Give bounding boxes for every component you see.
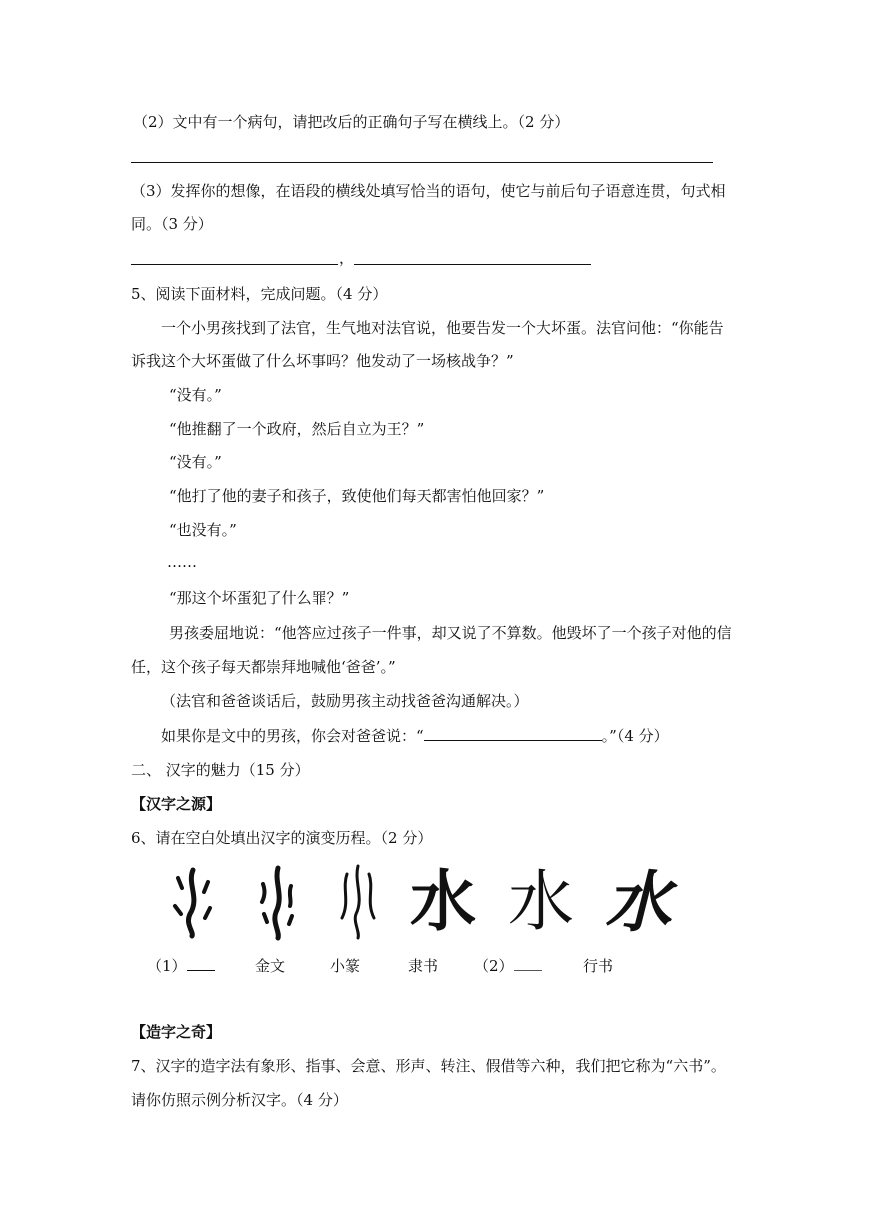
answer-line-item3-a[interactable] [131, 264, 338, 265]
q7-line2: 请你仿照示例分析汉字。（4 分） [131, 1091, 348, 1109]
clerical-shui-glyph: 水 [410, 863, 476, 940]
q6-prompt: 6、请在空白处填出汉字的演变历程。（2 分） [131, 829, 433, 847]
dialogue-1: “没有。” [169, 386, 222, 404]
q5-answer-blank[interactable] [424, 726, 602, 741]
comma-separator: ， [339, 249, 355, 267]
dialogue-2: “他推翻了一个政府，然后自立为王？” [169, 420, 425, 438]
caption-1 [147, 956, 215, 976]
section2-sub-creation: 【造字之奇】 [131, 1023, 222, 1041]
q7-line1: 7、汉字的造字法有象形、指事、会意、形声、转注、假借等六种，我们把它称为“六书”。 [131, 1057, 726, 1075]
q5-note: （法官和爸爸谈话后，鼓励男孩主动找爸爸沟通解决。） [161, 692, 529, 710]
section2-title: 二、 汉字的魅力（15 分） [131, 761, 310, 779]
q4-item3-line1: （3）发挥你的想像，在语段的横线处填写恰当的语句，使它与前后句子语意连贯，句式相 [131, 182, 726, 200]
caption-xingshu: 行书 [583, 957, 614, 975]
caption-1-blank[interactable] [187, 956, 215, 971]
q5-ask [161, 726, 669, 746]
dialogue-3: “没有。” [169, 453, 222, 471]
caption-2-blank[interactable] [514, 956, 542, 971]
answer-line-item2[interactable] [131, 162, 713, 163]
q5-para2-line2: 任，这个孩子每天都崇拜地喊他‘爸爸’。” [131, 658, 396, 676]
q5-title: 5、阅读下面材料，完成问题。（4 分） [131, 285, 388, 303]
caption-2-label: （2） [474, 957, 514, 975]
q5-ask-after: 。”（4 分） [601, 727, 669, 745]
section2-sub-source: 【汉字之源】 [131, 795, 222, 813]
oracle-bone-shui-glyph [168, 862, 218, 942]
dialogue-4: “他打了他的妻子和孩子，致使他们每天都害怕他回家？” [169, 487, 545, 505]
q5-ask-before: 如果你是文中的男孩，你会对爸爸说：“ [161, 727, 424, 745]
caption-1-label: （1） [147, 957, 187, 975]
bronze-script-shui-glyph [254, 862, 300, 942]
caption-jinwen: 金文 [255, 957, 286, 975]
dialogue-5: “也没有。” [169, 521, 237, 539]
q5-para1-line2: 诉我这个大坏蛋做了什么坏事吗？他发动了一场核战争？” [131, 352, 514, 370]
answer-line-item3-b[interactable] [354, 264, 591, 265]
q4-item2: （2）文中有一个病句，请把改后的正确句子写在横线上。（2 分） [133, 113, 570, 131]
small-seal-shui-glyph [336, 862, 380, 942]
running-shui-glyph: 水 [605, 863, 671, 941]
q5-para2-line1: 男孩委屈地说：“他答应过孩子一件事，却又说了不算数。他毁坏了一个孩子对他的信 [169, 624, 732, 642]
caption-xiaozhuan: 小篆 [330, 957, 361, 975]
dialogue-6: “那这个坏蛋犯了什么罪？” [169, 589, 350, 607]
q5-para1-line1: 一个小男孩找到了法官，生气地对法官说，他要告发一个大坏蛋。法官问他：“你能告 [161, 319, 724, 337]
caption-lishu: 隶书 [408, 957, 439, 975]
caption-2 [474, 956, 542, 976]
regular-shui-glyph: 水 [508, 863, 574, 940]
ellipsis: …… [167, 553, 197, 571]
q4-item3-line2: 同。（3 分） [131, 215, 213, 233]
